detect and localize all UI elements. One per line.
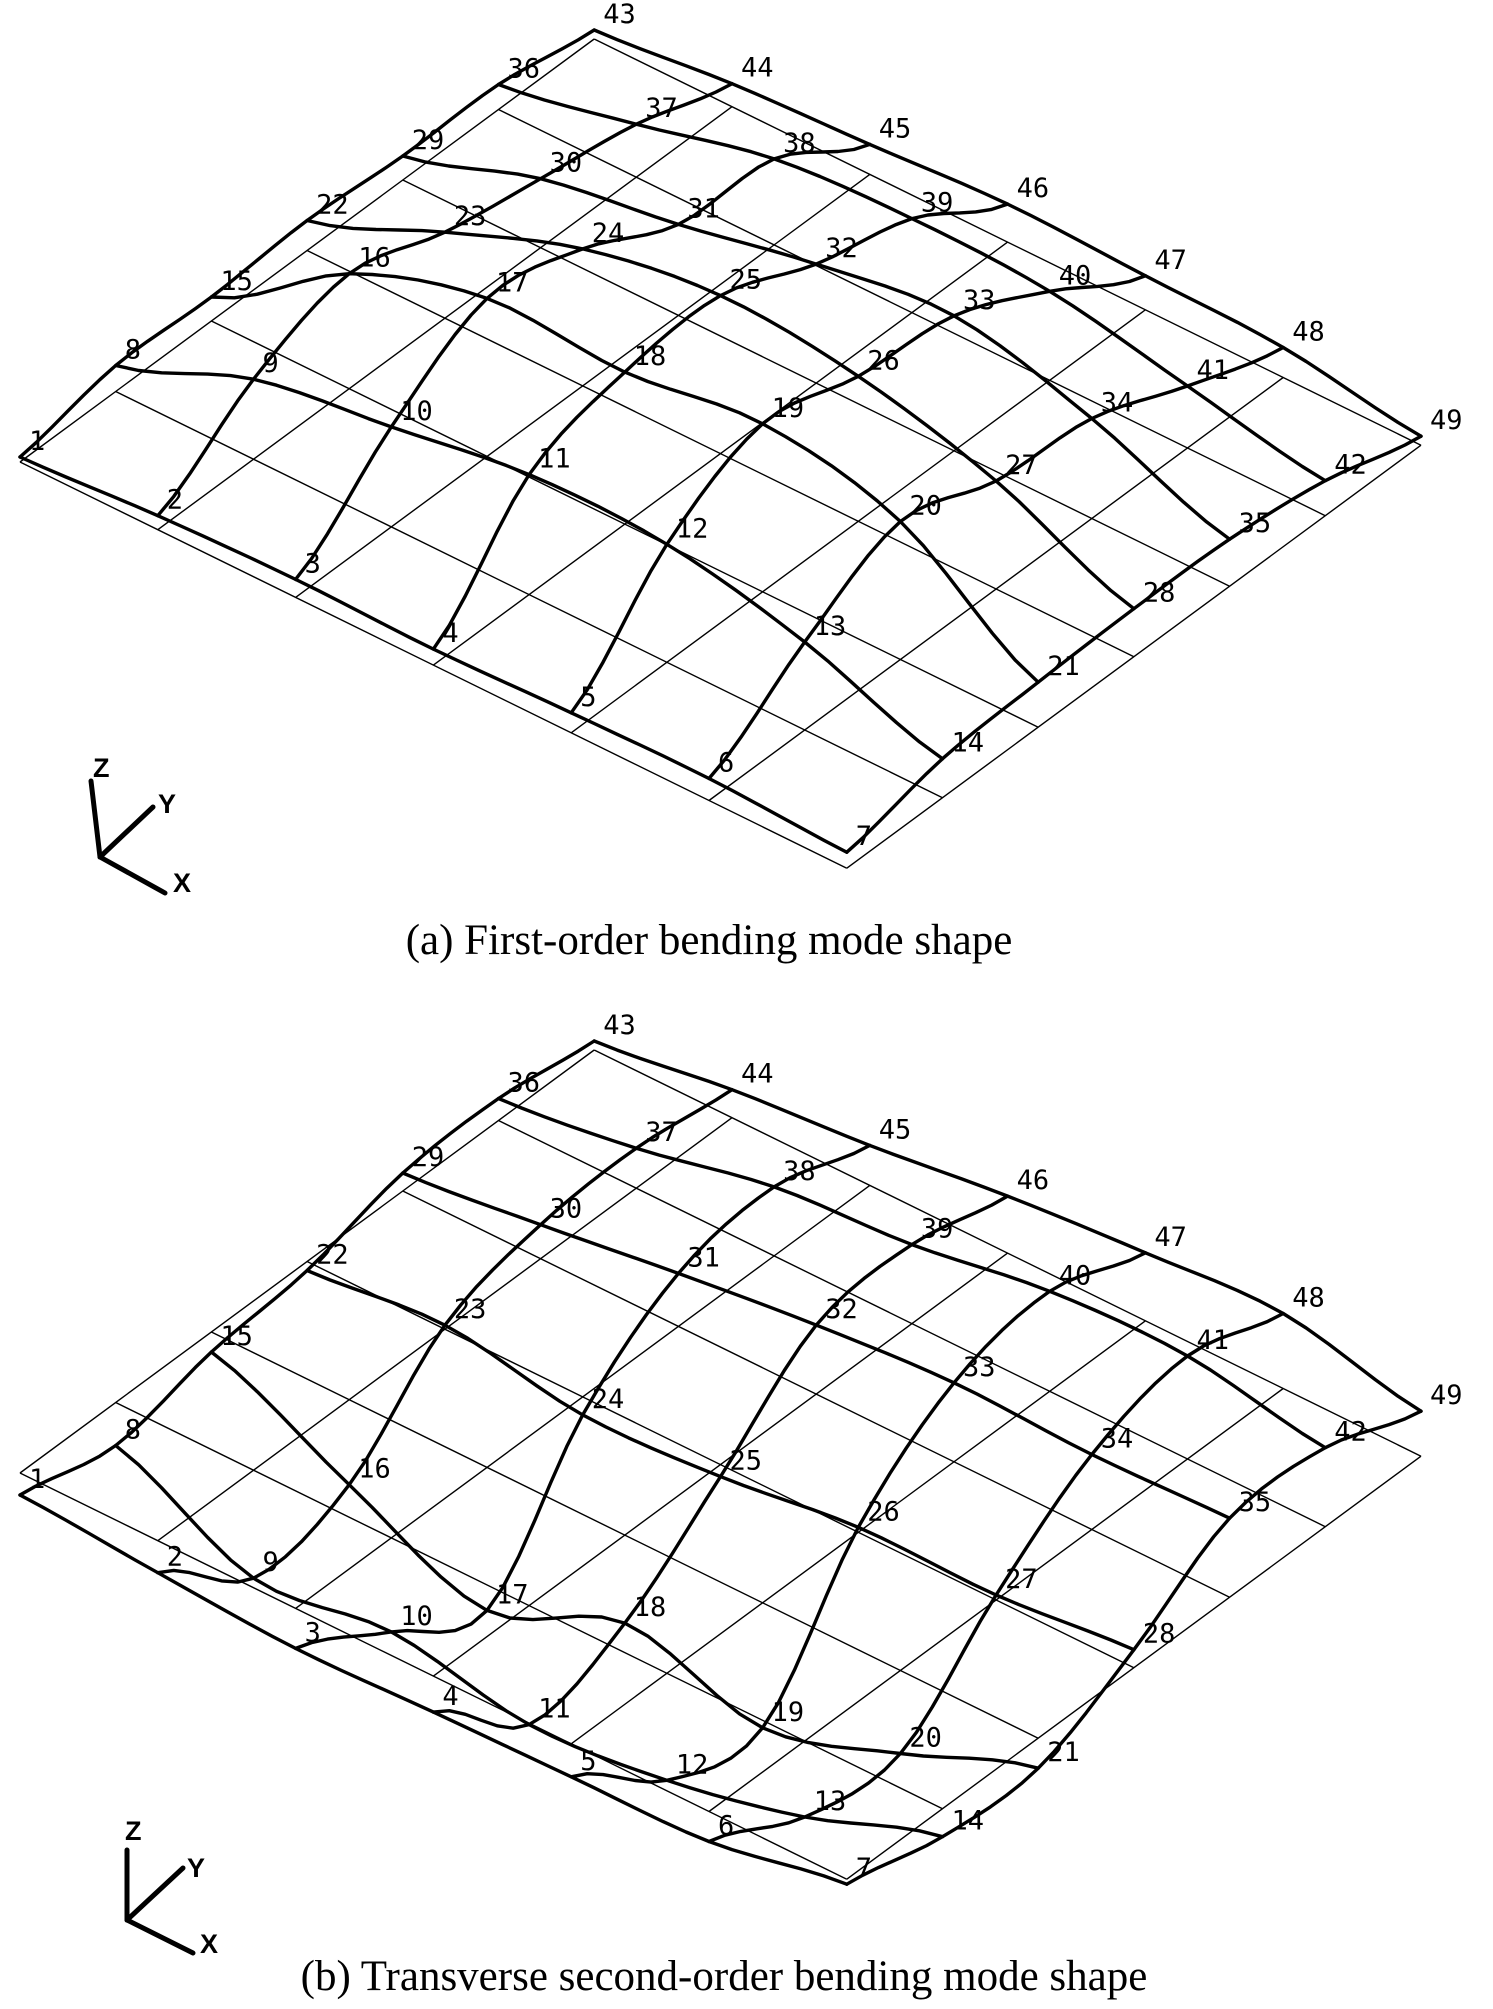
deformed-grid-line [433, 1193, 1007, 1728]
node-label: 41 [1196, 355, 1230, 386]
node-label: 24 [591, 1383, 625, 1415]
node-label: 5 [580, 1745, 597, 1777]
node-label: 7 [855, 821, 873, 853]
node-label: 12 [675, 1749, 709, 1781]
node-label: 33 [963, 1351, 996, 1383]
node-label: 3 [304, 548, 321, 580]
node-label: 8 [124, 334, 141, 366]
node-labels [29, 1010, 1463, 1884]
node-label: 37 [645, 93, 678, 125]
deformed-grid-line [296, 144, 870, 579]
node-label: 30 [549, 1193, 583, 1225]
node-label: 29 [411, 1142, 445, 1173]
node-label: 40 [1058, 260, 1092, 292]
node-label: 41 [1196, 1325, 1230, 1356]
z-axis-label: Z [93, 753, 110, 783]
flat-grid-line [20, 39, 594, 462]
x-axis-label: X [200, 1929, 219, 1959]
node-label: 18 [633, 341, 667, 373]
flat-grid-line [709, 1389, 1283, 1812]
flat-grid-line [433, 242, 1007, 665]
node-label: 30 [549, 147, 583, 179]
deformed-grid-line [116, 1446, 943, 1837]
node-label: 49 [1430, 405, 1463, 437]
x-axis-label: X [173, 868, 192, 898]
node-label: 11 [538, 1693, 571, 1725]
node-label: 26 [867, 1496, 900, 1528]
y-axis-arm [127, 1868, 183, 1920]
node-label: 22 [316, 1239, 349, 1271]
node-label: 37 [645, 1117, 678, 1149]
figure-b-caption: (b) Transverse second-order bending mode shape [300, 1953, 1148, 2000]
node-label: 2 [166, 1541, 184, 1573]
node-label: 31 [687, 193, 720, 225]
node-label: 21 [1047, 651, 1080, 683]
node-label: 27 [1005, 1564, 1038, 1595]
node-label: 36 [507, 53, 541, 85]
node-label: 44 [741, 1058, 774, 1090]
node-label: 45 [878, 1114, 912, 1146]
node-label: 28 [1142, 1618, 1176, 1650]
node-label: 35 [1238, 1487, 1272, 1519]
node-label: 19 [771, 392, 805, 424]
node-label: 9 [262, 348, 279, 380]
y-axis-label: Y [158, 789, 177, 819]
node-label: 20 [909, 490, 942, 522]
flat-grid-line [296, 174, 870, 597]
node-label: 23 [453, 201, 487, 233]
node-label: 44 [741, 52, 774, 84]
axis-triad [125, 1816, 218, 1959]
deformed-grid-line [499, 85, 1326, 481]
node-label: 31 [687, 1242, 720, 1274]
node-label: 49 [1430, 1380, 1463, 1412]
node-label: 6 [718, 747, 735, 779]
node-label: 6 [718, 1810, 735, 1842]
flat-grid-line [296, 1185, 870, 1611]
figure-a [20, 0, 1463, 898]
axis-triad [91, 753, 191, 898]
node-label: 39 [920, 1213, 954, 1245]
node-label: 23 [453, 1294, 487, 1326]
flat-mesh [20, 1050, 1421, 1879]
node-label: 4 [442, 1681, 459, 1713]
node-label: 46 [1016, 1165, 1050, 1197]
flat-grid-line [847, 1456, 1421, 1879]
y-axis-label: Y [187, 1853, 206, 1883]
deformed-mesh [20, 1041, 1421, 1884]
node-label: 27 [1005, 450, 1038, 481]
node-label: 38 [783, 127, 816, 159]
node-label: 22 [316, 189, 349, 221]
node-label: 36 [507, 1067, 541, 1099]
deformed-grid-line [847, 1411, 1421, 1884]
node-label: 32 [825, 233, 858, 265]
node-label: 29 [411, 125, 445, 156]
node-label: 20 [909, 1722, 942, 1754]
node-label: 15 [220, 1321, 253, 1352]
deformed-grid-line [709, 1314, 1283, 1842]
node-label: 42 [1334, 449, 1367, 481]
node-label: 25 [729, 264, 763, 296]
node-label: 3 [304, 1617, 321, 1649]
node-label: 34 [1100, 1423, 1134, 1455]
node-label: 10 [400, 1600, 433, 1632]
node-label: 25 [729, 1445, 763, 1477]
node-label: 9 [262, 1547, 279, 1579]
node-label: 47 [1154, 1221, 1187, 1253]
node-label: 48 [1292, 1282, 1325, 1314]
node-label: 12 [675, 513, 709, 545]
node-label: 45 [878, 113, 912, 145]
node-label: 5 [580, 681, 597, 713]
node-label: 11 [538, 443, 571, 475]
node-label: 15 [220, 266, 253, 297]
node-label: 17 [496, 267, 529, 299]
node-label: 43 [603, 1010, 636, 1041]
node-label: 48 [1292, 316, 1325, 348]
node-label: 1 [29, 1464, 46, 1495]
deformed-mesh [20, 30, 1421, 852]
node-label: 47 [1154, 244, 1187, 276]
node-label: 21 [1047, 1737, 1080, 1769]
deformed-grid-line [116, 366, 943, 759]
deformed-grid-line [20, 457, 847, 852]
node-label: 34 [1100, 387, 1134, 419]
node-label: 42 [1334, 1416, 1367, 1448]
flat-grid-line [433, 1253, 1007, 1676]
x-axis-arm [100, 857, 165, 893]
y-axis-arm [100, 807, 153, 857]
flat-mesh [20, 39, 1421, 868]
deformed-grid-line [571, 1253, 1145, 1782]
node-label: 14 [951, 727, 985, 759]
node-label: 33 [963, 284, 996, 316]
node-label: 2 [166, 484, 184, 516]
node-labels [29, 0, 1463, 852]
node-label: 7 [855, 1853, 873, 1885]
node-label: 14 [951, 1805, 985, 1837]
node-label: 16 [358, 242, 391, 274]
node-label: 17 [496, 1579, 529, 1611]
node-label: 13 [813, 611, 847, 642]
flat-grid-line [20, 1050, 594, 1473]
node-label: 4 [442, 618, 459, 650]
flat-grid-line [158, 107, 732, 530]
node-label: 46 [1016, 173, 1050, 205]
node-label: 18 [633, 1592, 667, 1624]
figure-a-caption: (a) First-order bending mode shape [405, 917, 1013, 964]
node-label: 13 [813, 1786, 847, 1817]
node-label: 38 [783, 1155, 816, 1187]
node-label: 28 [1142, 577, 1176, 609]
x-axis-arm [127, 1920, 193, 1953]
node-label: 43 [603, 0, 636, 30]
node-label: 24 [591, 217, 625, 249]
node-label: 19 [771, 1696, 805, 1728]
node-label: 16 [358, 1453, 391, 1485]
node-label: 1 [29, 426, 46, 457]
node-label: 40 [1058, 1260, 1092, 1292]
flat-grid-line [571, 1321, 1145, 1744]
figure-b [20, 1010, 1463, 1959]
z-axis-label: Z [125, 1816, 142, 1846]
node-label: 39 [920, 187, 954, 219]
node-label: 10 [400, 395, 433, 427]
z-axis-arm [91, 781, 100, 857]
node-label: 26 [867, 345, 900, 377]
node-label: 32 [825, 1294, 858, 1326]
deformed-grid-line [20, 30, 594, 457]
node-label: 8 [124, 1414, 141, 1446]
deformed-grid-line [20, 1041, 594, 1495]
node-label: 35 [1238, 508, 1272, 540]
